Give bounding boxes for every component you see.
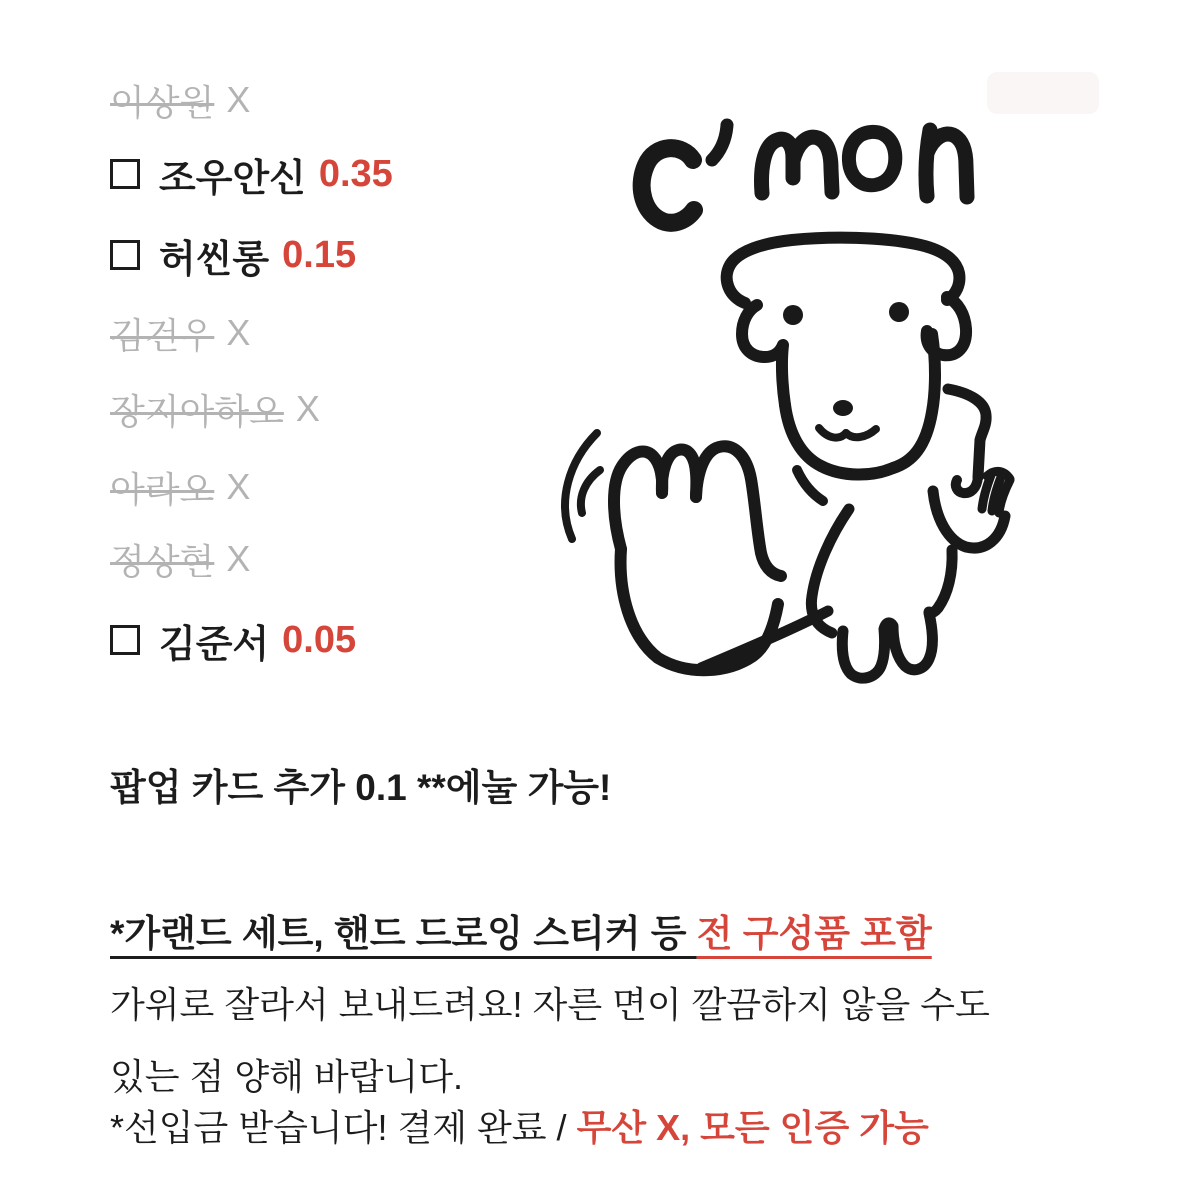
- motion-lines: [565, 433, 600, 539]
- nose: [833, 400, 853, 416]
- member-name: 조우안신: [159, 157, 306, 200]
- include-note-black: *가랜드 세트, 핸드 드로잉 스티커 등: [110, 913, 697, 954]
- cutting-note-line1: 가위로 잘라서 보내드려요! 자른 면이 깔끔하지 않을 수도: [110, 984, 990, 1025]
- member-row: [110, 465, 250, 509]
- sold-mark: X: [226, 466, 251, 507]
- checkbox[interactable]: [110, 625, 140, 655]
- mouth: [819, 428, 846, 438]
- member-price: 0.05: [282, 618, 357, 661]
- deposit-note-black: *선입금 받습니다! 결제 완료 /: [110, 1107, 577, 1148]
- include-note-red: 전 구성품 포함: [696, 913, 932, 954]
- member-row: [110, 618, 357, 666]
- checkbox[interactable]: [110, 159, 140, 189]
- member-row: [110, 78, 250, 122]
- member-name: 이상원: [110, 81, 215, 123]
- sold-mark: X: [226, 79, 251, 120]
- faint-watermark: [987, 72, 1099, 114]
- member-name: 김준서: [159, 623, 270, 666]
- dog-head: [727, 238, 966, 501]
- neck-line: [797, 470, 823, 501]
- feet: [842, 613, 932, 678]
- right-leg: [929, 550, 952, 613]
- member-name: 아라오: [110, 468, 215, 510]
- member-row: [110, 152, 393, 200]
- member-price: 0.15: [282, 233, 357, 276]
- left-ear: [742, 305, 782, 357]
- deposit-note: [110, 1106, 929, 1150]
- checkbox[interactable]: [110, 240, 140, 270]
- member-name: 허씬롱: [159, 238, 270, 281]
- cutting-note-line2: 있는 점 양해 바랍니다.: [110, 1056, 463, 1097]
- thigh-line: [701, 611, 828, 668]
- member-name: 정상현: [110, 540, 215, 582]
- dog-body: [701, 491, 1005, 678]
- member-row: [110, 387, 320, 431]
- sold-mark: X: [226, 312, 251, 353]
- sold-mark: X: [226, 538, 251, 579]
- waving-paw: [614, 446, 781, 670]
- cmon-lettering: [642, 125, 967, 223]
- include-note: [110, 911, 932, 957]
- member-name: 김건우: [110, 314, 215, 356]
- popup-card-note: 팝업 카드 추가 0.1 **에눌 가능!: [110, 767, 612, 808]
- member-row: [110, 233, 357, 281]
- dog-arm: [948, 389, 1010, 513]
- right-eye: [889, 302, 909, 322]
- deposit-note-red: 무산 X, 모든 인증 가능: [576, 1107, 929, 1148]
- sold-mark: X: [295, 388, 320, 429]
- member-price: 0.35: [318, 152, 393, 195]
- member-row: [110, 311, 250, 355]
- member-name: 장지아하오: [110, 390, 284, 432]
- member-row: [110, 537, 250, 581]
- left-eye: [783, 305, 803, 325]
